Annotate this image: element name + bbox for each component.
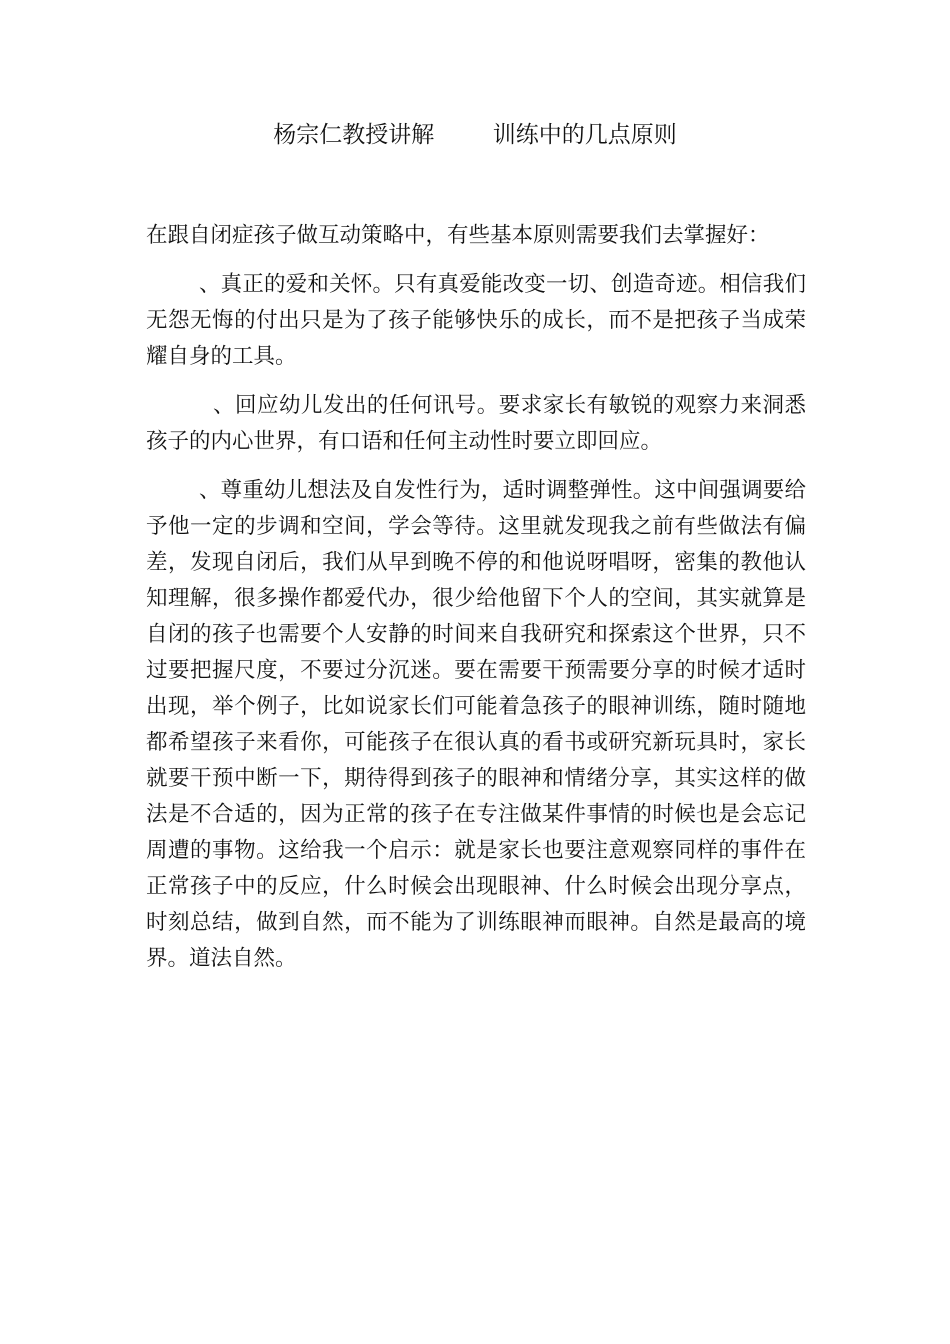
- intro-paragraph: 在跟自闭症孩子做互动策略中，有些基本原则需要我们去掌握好：: [146, 223, 770, 248]
- principle-3-paragraph: 、尊重幼儿想法及自发性行为，适时调整弹性。这中间强调要给予他一定的步调和空间，学会等待。这里就发现我之前有些做法有偏差，发现自闭后，我们从早到晚不停的和他说呀唱呀，密集的教他认知理解，很多操作都爱代办，很少给他留下个人的空间，其实就算是自闭的孩子也需要个人安静的时间来自我研究和探索这个世界，只不过要把握尺度，不要过分沉迷。要在需要干预需要分享的时候才适时出现，举个例子，比如说家长们可能着急孩子的眼神训练，随时随地都希望孩子来看你，可能孩子在很认真的看书或研究新玩具时，家长就要干预中断一下，期待得到孩子的眼神和情绪分享，其实这样的做法是不合适的，因为正常的孩子在专注做某件事情的时候也是会忘记周遭的事物。这给我一个启示：就是家长也要注意观察同样的事件在正常孩子中的反应，什么时候会出现眼神、什么时候会出现分享点，时刻总结，做到自然，而不能为了训练眼神而眼神。自然是最高的境界。道法自然。: [146, 478, 806, 971]
- principle-2-paragraph: 、回应幼儿发出的任何讯号。要求家长有敏锐的观察力来洞悉孩子的内心世界，有口语和任何主动性时要立即回应。: [146, 393, 806, 454]
- document-body: [146, 218, 806, 990]
- principle-1-paragraph: 、真正的爱和关怀。只有真爱能改变一切、创造奇迹。相信我们无怨无悔的付出只是为了孩子能够快乐的成长，而不是把孩子当成荣耀自身的工具。: [146, 272, 806, 369]
- document-title: 杨宗仁教授讲解 训练中的几点原则: [273, 122, 677, 148]
